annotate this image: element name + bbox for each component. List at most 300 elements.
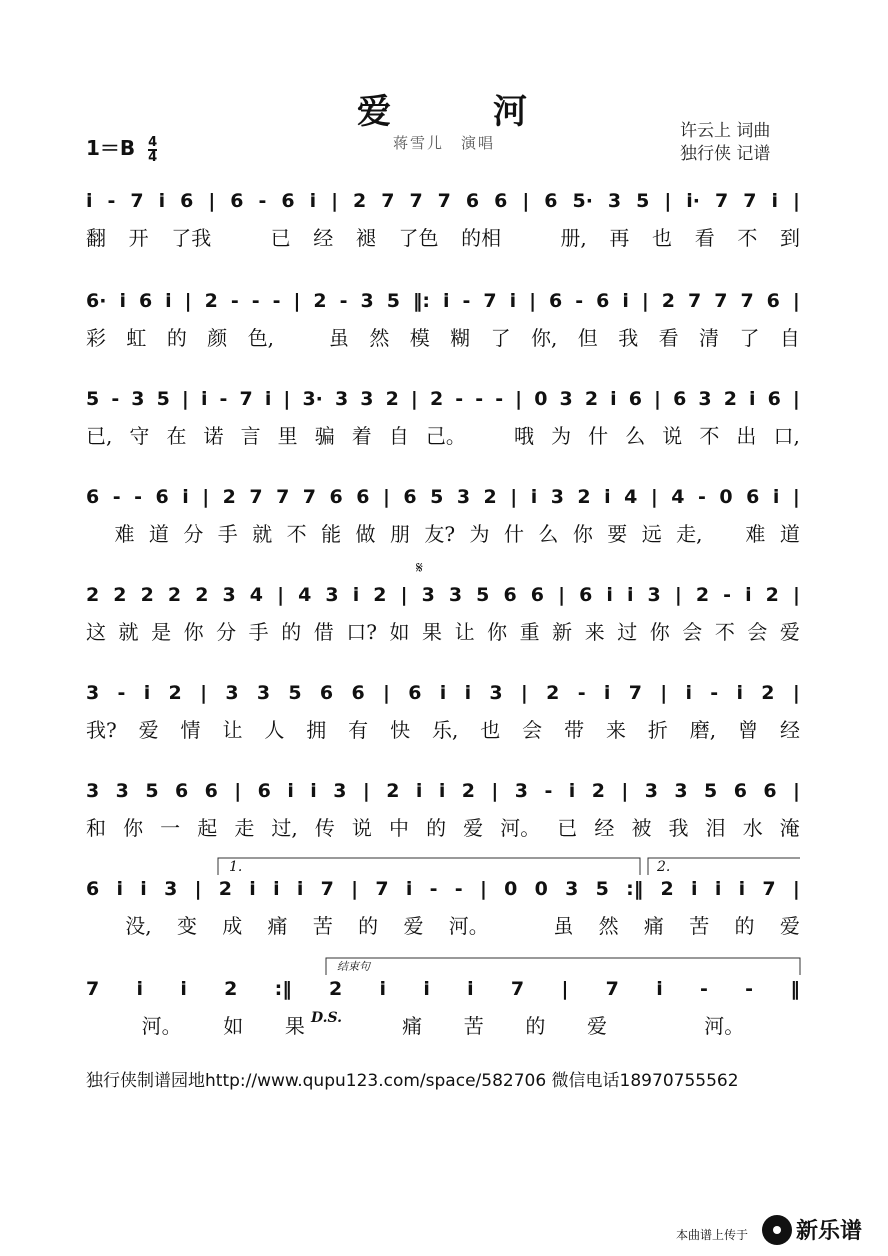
- brand-name: 新乐谱: [796, 1219, 863, 1244]
- note: 2: [584, 388, 599, 410]
- barline: |: [410, 388, 418, 410]
- note: 6: [596, 290, 610, 312]
- note: i: [116, 878, 124, 900]
- lyric-word: 苦: [689, 914, 710, 938]
- note: 7: [605, 978, 619, 1000]
- barline: |: [382, 682, 390, 704]
- note: i: [140, 878, 147, 900]
- lyric-word: 经: [594, 816, 615, 840]
- note: -: [699, 978, 708, 1000]
- note: i: [438, 780, 446, 802]
- lyric-word: 乐,: [431, 718, 459, 742]
- lyric-word: 虹: [126, 326, 147, 350]
- lyric-word: 传: [314, 816, 335, 840]
- lyric-word: 不: [737, 226, 758, 250]
- lyric-word: 么: [625, 424, 646, 448]
- note: 7: [276, 486, 290, 508]
- note: -: [577, 682, 586, 704]
- note: 0: [534, 388, 548, 410]
- note: 4: [298, 584, 312, 606]
- lyric-word: 的: [358, 914, 379, 938]
- lyric-word: 什: [503, 522, 524, 546]
- note: 3: [559, 388, 573, 410]
- note: -: [429, 878, 438, 900]
- note: 3: [86, 780, 100, 802]
- note: 2: [385, 388, 399, 410]
- lyric-word: 河。: [141, 1014, 182, 1038]
- note: i: [467, 978, 474, 1000]
- note: 2: [353, 190, 367, 212]
- note: i: [439, 682, 447, 704]
- barline: :‖: [626, 878, 644, 900]
- lyric-word: 你,: [531, 326, 558, 350]
- lyric-word: 的相: [461, 226, 502, 250]
- lyric-word: 和: [86, 816, 106, 840]
- note: 2: [86, 584, 100, 606]
- note: -: [219, 388, 228, 410]
- lyric-word: 会: [682, 620, 703, 644]
- note: 3: [131, 388, 145, 410]
- lyric-word: 河。: [500, 816, 541, 840]
- lyric-word: 难: [745, 522, 766, 546]
- note: 7: [239, 388, 253, 410]
- note: 6: [86, 878, 100, 900]
- note: i: [610, 388, 617, 410]
- note: -: [117, 682, 126, 704]
- note: 7: [130, 190, 144, 212]
- lyric-word: 让: [454, 620, 475, 644]
- note: i: [379, 978, 387, 1000]
- song-title: 爱 河: [357, 92, 561, 132]
- lyric-word: 朋: [389, 522, 410, 546]
- note: 5: [476, 584, 490, 606]
- lyric-word: 难: [114, 522, 135, 546]
- note: 7: [510, 978, 525, 1000]
- note: i: [626, 584, 634, 606]
- lyric-word: 起: [197, 816, 218, 840]
- lyric-word: 会: [747, 620, 768, 644]
- note: i: [165, 290, 172, 312]
- note: 7: [381, 190, 395, 212]
- lyric-word: 不: [699, 424, 720, 448]
- lyric-word: 自: [779, 326, 800, 350]
- lyric-word: 册,: [560, 226, 587, 250]
- note: 4: [671, 486, 685, 508]
- lyric-word: 河。: [704, 1014, 745, 1038]
- barline: |: [382, 486, 390, 508]
- barline: |: [792, 584, 800, 606]
- note: 3: [456, 486, 471, 508]
- lyric-word: 是: [151, 620, 172, 644]
- note: 5: [86, 388, 100, 410]
- lyric-word: 有: [348, 718, 369, 742]
- note: 5: [288, 682, 302, 704]
- lyric-word: 拥: [306, 718, 327, 742]
- lyric-word: 手: [248, 620, 269, 644]
- note: 3: [225, 682, 239, 704]
- lyric-word: 你: [572, 522, 593, 546]
- barline: |: [283, 388, 291, 410]
- note: 6: [174, 780, 189, 802]
- note: i: [509, 290, 517, 312]
- barline: |: [792, 486, 800, 508]
- note: 6: [549, 290, 563, 312]
- lyric-word: 虽: [553, 914, 574, 938]
- lyric-word: 能: [321, 522, 342, 546]
- lyric-word: 做: [355, 522, 376, 546]
- barline: |: [660, 682, 668, 704]
- note: -: [107, 190, 116, 212]
- note: i: [264, 388, 272, 410]
- note: 3: [489, 682, 503, 704]
- lyric-word: 自: [388, 424, 409, 448]
- note: i: [423, 978, 430, 1000]
- lyric-word: 再: [609, 226, 630, 250]
- note: 3: [644, 780, 658, 802]
- lyric-word: 新: [552, 620, 573, 644]
- note: 7: [628, 682, 642, 704]
- note: i: [180, 978, 187, 1000]
- lyric-word: 了: [490, 326, 511, 350]
- lyric-word: 带: [564, 718, 585, 742]
- lyric-word: 快: [390, 718, 411, 742]
- note: 3: [115, 780, 129, 802]
- note: 6: [494, 190, 508, 212]
- note: i: [530, 486, 538, 508]
- note: 0: [719, 486, 733, 508]
- lyric-word: 如: [223, 1014, 244, 1038]
- lyric-word: 了我: [171, 226, 212, 250]
- lyric-word: 变: [176, 914, 197, 938]
- note: 6: [673, 388, 687, 410]
- barline: |: [277, 584, 285, 606]
- note: i: [464, 682, 472, 704]
- note: 6: [257, 780, 271, 802]
- lyric-word: 折: [647, 718, 668, 742]
- note: 3: [164, 878, 178, 900]
- lyric-word: 的: [426, 816, 447, 840]
- lyric-word: 口,: [773, 424, 800, 448]
- lyric-word: 手: [217, 522, 238, 546]
- note: 2: [660, 878, 674, 900]
- lyric-word: 就: [118, 620, 139, 644]
- note: 5: [704, 780, 718, 802]
- lyric-word: 言: [240, 424, 261, 448]
- note: 2: [222, 486, 236, 508]
- note: i: [86, 190, 93, 212]
- note: 6: [351, 682, 365, 704]
- note: i: [443, 290, 450, 312]
- note: 7: [375, 878, 389, 900]
- lyric-word: 了: [739, 326, 760, 350]
- note: i: [119, 290, 126, 312]
- note: -: [745, 978, 754, 1000]
- lyric-word: 口?: [346, 620, 377, 644]
- barline: |: [331, 190, 339, 212]
- note: 6: [408, 682, 422, 704]
- singer-credit: 蒋雪儿 演唱: [392, 134, 495, 152]
- note: 7: [483, 290, 497, 312]
- note: 5: [430, 486, 444, 508]
- lyric-word: 爱: [463, 816, 484, 840]
- barline: |: [400, 584, 408, 606]
- barline: |: [558, 584, 566, 606]
- lyric-word: 到: [779, 226, 800, 250]
- barline: |: [234, 780, 242, 802]
- note: 2: [167, 584, 182, 606]
- note: i: [296, 878, 304, 900]
- barline: ‖:: [412, 290, 431, 312]
- lyric-word: 不: [714, 620, 735, 644]
- lyric-word: 的: [525, 1014, 546, 1038]
- lyric-word: 爱: [587, 1014, 607, 1038]
- barline: |: [351, 878, 359, 900]
- credit-transcriber: 独行侠 记谱: [680, 144, 771, 164]
- note: -: [454, 878, 463, 900]
- lyric-word: 你: [649, 620, 670, 644]
- note: i: [310, 780, 317, 802]
- lyric-word: 来: [605, 718, 626, 742]
- barline: |: [792, 190, 800, 212]
- time-sig-bottom: 4: [148, 149, 158, 165]
- note: 6: [329, 486, 343, 508]
- note: 7: [740, 290, 754, 312]
- lyric-word: 出: [736, 424, 757, 448]
- note: -: [230, 290, 239, 312]
- lyric-word: 守: [129, 424, 150, 448]
- note: 2: [373, 584, 387, 606]
- barline: |: [792, 290, 800, 312]
- note: -: [723, 584, 732, 606]
- lyric-word: 然: [369, 326, 390, 350]
- note: 2: [313, 290, 327, 312]
- lyric-word: 爱: [779, 914, 800, 938]
- note: 6: [766, 290, 780, 312]
- lyric-word: 你: [183, 620, 204, 644]
- note: 6: [579, 584, 593, 606]
- barline: |: [792, 682, 800, 704]
- lyric-word: 情: [180, 718, 201, 742]
- note: 6·: [86, 290, 107, 312]
- note: i: [200, 388, 208, 410]
- note: 6: [530, 584, 544, 606]
- barline: |: [181, 388, 189, 410]
- note: -: [258, 190, 267, 212]
- lyric-word: 为: [551, 424, 572, 448]
- barline: |: [650, 486, 658, 508]
- note: i: [415, 780, 423, 802]
- lyric-word: 颜: [207, 326, 228, 350]
- note: 5: [595, 878, 609, 900]
- lyric-word: 你: [487, 620, 508, 644]
- lyric-word: 我: [618, 326, 639, 350]
- note: 6: [628, 388, 642, 410]
- note: 6: [733, 780, 747, 802]
- lyric-word: 看: [658, 326, 679, 350]
- note: 2: [661, 290, 676, 312]
- lyric-word: 已,: [86, 424, 113, 448]
- lyric-word: 水: [742, 816, 763, 840]
- lyric-word: 说: [662, 424, 683, 448]
- lyric-word: 借: [313, 620, 334, 644]
- lyric-word: 道: [779, 522, 800, 546]
- note: 6: [503, 584, 517, 606]
- lyric-word: 会: [522, 718, 543, 742]
- lyric-word: 河。: [448, 914, 489, 938]
- lyric-word: 曾: [738, 718, 759, 742]
- lyric-word: 过,: [271, 816, 298, 840]
- lyric-word: 也: [652, 226, 673, 250]
- note: 3: [360, 388, 374, 410]
- segno-icon: 𝄋: [416, 558, 423, 577]
- note: i: [182, 486, 189, 508]
- note: 3: [565, 878, 579, 900]
- note: i: [736, 682, 743, 704]
- note: i: [352, 584, 360, 606]
- note: 7: [688, 290, 702, 312]
- lyric-word: 友?: [424, 522, 456, 546]
- lyric-word: 中: [388, 816, 409, 840]
- lyric-word: 淹: [779, 816, 800, 840]
- barline: ‖: [790, 978, 800, 1000]
- note: 6: [544, 190, 558, 212]
- note: i: [749, 388, 756, 410]
- ending-label: 结束句: [337, 960, 370, 973]
- note: 3: [421, 584, 435, 606]
- lyric-word: 不: [286, 522, 307, 546]
- note: 2: [723, 388, 737, 410]
- note: i: [771, 190, 778, 212]
- lyric-word: 泪: [705, 816, 726, 840]
- note: i: [603, 682, 611, 704]
- lyric-word: 色,: [247, 326, 275, 350]
- barline: |: [194, 878, 202, 900]
- barline: |: [561, 978, 569, 1000]
- lyric-word: 我: [668, 816, 689, 840]
- note: 6: [204, 780, 218, 802]
- note: -: [134, 486, 142, 508]
- lyric-word: 远: [641, 522, 662, 546]
- lyric-word: 苦: [463, 1014, 484, 1038]
- lyric-word: 分: [183, 522, 204, 546]
- lyric-word: 什: [588, 424, 609, 448]
- barline: |: [529, 290, 537, 312]
- note: i: [405, 878, 413, 900]
- lyric-word: 诺: [203, 424, 224, 448]
- lyric-word: 彩: [86, 326, 106, 350]
- note: 6: [180, 190, 194, 212]
- barline: |: [621, 780, 629, 802]
- disc-icon: [762, 1215, 792, 1245]
- lyric-word: 被: [631, 816, 652, 840]
- barline: |: [293, 290, 301, 312]
- note: 3: [333, 780, 347, 802]
- note: 5·: [572, 190, 593, 212]
- note: 6: [86, 486, 100, 508]
- barline: |: [479, 878, 487, 900]
- note: -: [112, 486, 121, 508]
- lyric-word: 让: [222, 718, 243, 742]
- lyric-word: 痛: [402, 1014, 423, 1038]
- lyric-word: 如: [389, 620, 410, 644]
- lyric-word: 但: [577, 326, 598, 350]
- note: 2: [140, 584, 154, 606]
- note: i: [143, 682, 151, 704]
- note: i: [158, 190, 166, 212]
- note: i: [685, 682, 692, 704]
- barline: |: [515, 388, 523, 410]
- lyric-word: 褪: [355, 226, 376, 250]
- note: 2: [113, 584, 127, 606]
- note: 2: [224, 978, 238, 1000]
- note: i: [309, 190, 317, 212]
- note: 3: [514, 780, 529, 802]
- note: 3: [256, 682, 271, 704]
- note: 0: [504, 878, 518, 900]
- barline: |: [208, 190, 216, 212]
- note: 2: [546, 682, 560, 704]
- note: 2: [591, 780, 605, 802]
- note: -: [544, 780, 553, 802]
- lyric-word: 走,: [676, 522, 703, 546]
- note: 6: [746, 486, 760, 508]
- note: 4: [249, 584, 264, 606]
- lyric-word: 糊: [450, 326, 471, 350]
- barline: |: [793, 780, 800, 802]
- lyric-word: 已: [270, 226, 291, 250]
- lyric-word: 里: [277, 424, 298, 448]
- barline: |: [520, 682, 528, 704]
- note: 3: [448, 584, 463, 606]
- note: 6: [767, 388, 781, 410]
- lyric-word: 着: [351, 424, 372, 448]
- barline: |: [362, 780, 370, 802]
- note: 3: [325, 584, 339, 606]
- note: 7: [437, 190, 451, 212]
- note: i: [273, 878, 280, 900]
- note: -: [475, 388, 484, 410]
- lyric-word: 磨,: [689, 718, 717, 742]
- note: i: [772, 486, 780, 508]
- note: 3: [607, 190, 622, 212]
- note: 6: [403, 486, 417, 508]
- lyric-word: 来: [584, 620, 605, 644]
- note: -: [455, 388, 464, 410]
- note: 7: [743, 190, 757, 212]
- lyric-word: 过: [617, 620, 638, 644]
- note: i: [604, 486, 611, 508]
- lyric-word: 爱: [779, 620, 800, 644]
- note: i: [738, 878, 746, 900]
- lyric-word: 了色: [398, 226, 439, 250]
- barline: |: [654, 388, 661, 410]
- note: 7: [409, 190, 423, 212]
- lyric-word: 看: [694, 226, 715, 250]
- lyric-word: 清: [699, 326, 720, 350]
- lyric-word: 哦: [514, 424, 535, 448]
- note: i·: [686, 190, 701, 212]
- time-sig-top: 4: [148, 134, 158, 150]
- note: i: [622, 290, 629, 312]
- barline: |: [522, 190, 530, 212]
- lyric-word: 苦: [312, 914, 333, 938]
- note: i: [745, 584, 752, 606]
- note: 5: [386, 290, 400, 312]
- ds-mark: D.S.: [311, 1010, 343, 1026]
- lyric-word: 翻: [86, 226, 106, 250]
- note: 2: [429, 388, 444, 410]
- note: 2: [761, 682, 775, 704]
